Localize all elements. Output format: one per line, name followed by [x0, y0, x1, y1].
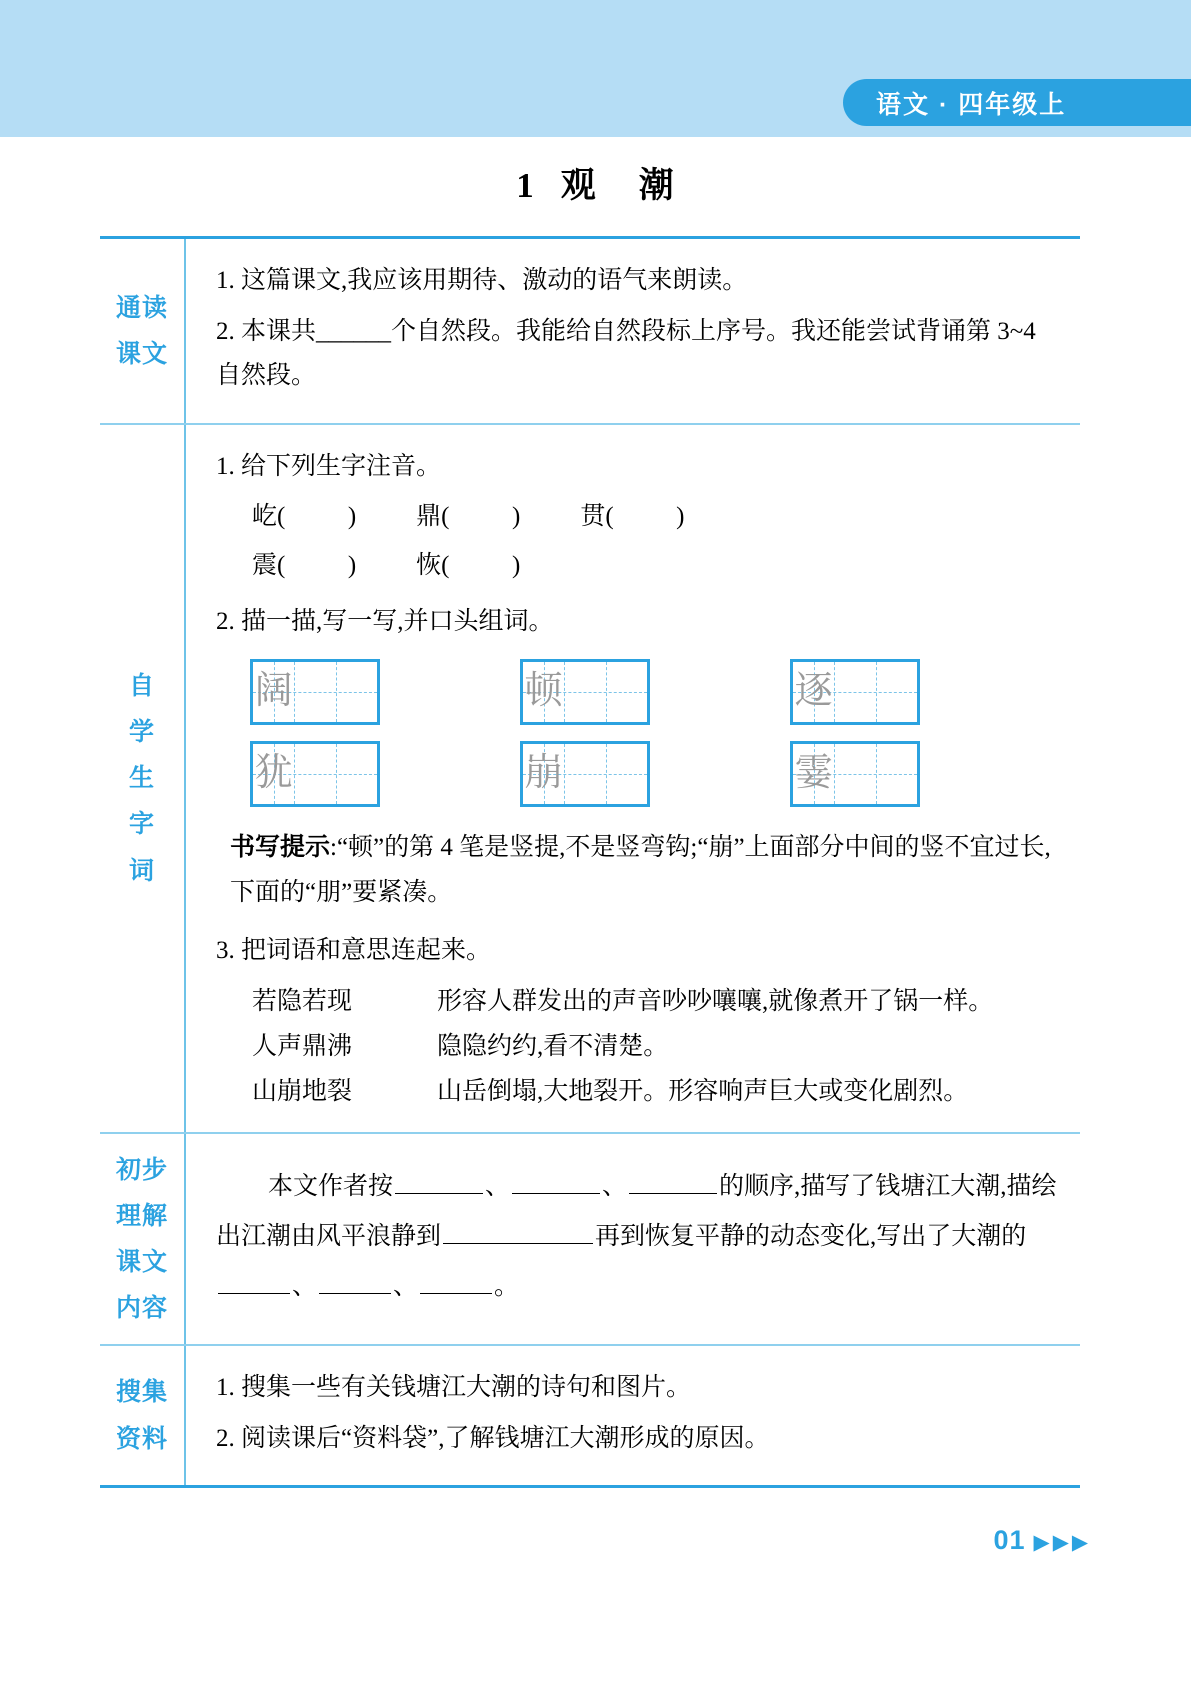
section-row-comprehension: [100, 1134, 1080, 1346]
match-word: 山崩地裂: [252, 1078, 353, 1105]
label-line: 生: [128, 764, 155, 793]
label-line: 课文: [115, 1248, 168, 1276]
section-label-comprehension: [100, 1134, 186, 1344]
section-content-self-study: [186, 425, 1080, 1133]
label-line: 初步: [115, 1155, 168, 1184]
match-row[interactable]: [216, 979, 1062, 1024]
section-content-comprehension: [186, 1134, 1080, 1344]
label-line: 搜集: [115, 1378, 168, 1407]
traced-character: 顿: [524, 669, 563, 712]
writing-tip-label: 书写提示: [230, 833, 331, 861]
separator: 、: [485, 1173, 511, 1200]
grid-row-1: [250, 659, 1062, 725]
match-definition: 形容人群发出的声音吵吵嚷嚷,就像煮开了锅一样。: [437, 988, 994, 1015]
lesson-title-char2: 潮: [638, 166, 675, 205]
label-line: 学: [128, 717, 155, 746]
label-line: 词: [128, 856, 155, 885]
traced-character: 霎: [794, 751, 833, 794]
pinyin-blank-item[interactable]: 鼎( ): [416, 503, 521, 530]
section-row-read-through: [100, 239, 1080, 425]
page-footer: [0, 1525, 1191, 1556]
arrows-icon: ▶▶▶: [1033, 1531, 1091, 1554]
tianzige-box[interactable]: [520, 741, 650, 807]
tianzige-box[interactable]: [250, 741, 380, 807]
label-line: 课文: [115, 339, 168, 368]
paragraph-part: 再到恢复平静的动态变化,写出了大潮的: [595, 1223, 1027, 1250]
paragraph-end: 。: [494, 1273, 520, 1300]
match-word: 人声鼎沸: [252, 1033, 353, 1060]
task-item: 1. 搜集一些有关钱塘江大潮的诗句和图片。: [216, 1374, 692, 1401]
lesson-number: 1: [516, 166, 535, 205]
paragraph-part: 本文作者按: [268, 1173, 394, 1200]
label-line: 理解: [115, 1201, 168, 1230]
task-q3-title: 3. 把词语和意思连起来。: [216, 936, 492, 964]
separator: 、: [292, 1273, 318, 1300]
writing-tip: [216, 825, 1062, 915]
match-definition: 隐隐约约,看不清楚。: [437, 1033, 669, 1060]
section-content-read-through: [186, 239, 1080, 423]
character-practice-grids: [216, 659, 1062, 807]
answer-blank[interactable]: [395, 1167, 483, 1194]
subject-grade-badge: [843, 79, 1191, 126]
fill-in-blank-paragraph: [216, 1148, 1062, 1326]
task-q1-title: 1. 给下列生字注音。: [216, 452, 442, 480]
task-item: 1. 这篇课文,我应该用期待、激动的语气来朗读。: [216, 267, 748, 294]
header-band: [0, 0, 1191, 137]
answer-blank[interactable]: [319, 1267, 391, 1294]
label-line: 通读: [115, 293, 168, 322]
traced-character: 犹: [254, 751, 293, 794]
label-line: 自: [128, 671, 155, 700]
task-q2-title: 2. 描一描,写一写,并口头组词。: [216, 608, 554, 635]
pinyin-exercise-row-1: [216, 495, 1062, 540]
badge-label: 语文 · 四年级上: [876, 90, 1067, 119]
match-row[interactable]: [216, 1069, 1062, 1114]
answer-blank[interactable]: [218, 1267, 290, 1294]
tianzige-box[interactable]: [790, 741, 920, 807]
label-line: 字: [128, 810, 155, 839]
paragraph-part: 的顺序,描写了钱塘江大潮,描绘出江潮由风平浪静到: [216, 1173, 1057, 1250]
writing-tip-text: :“顿”的第 4 笔是竖提,不是竖弯钩;“崩”上面部分中间的竖不宜过长,下面的“朋”要紧凑。: [230, 833, 1051, 906]
task-item: 2. 本课共______个自然段。我能给自然段标上序号。我还能尝试背诵第 3~4 自然段。: [216, 317, 1036, 389]
label-line: 资料: [115, 1424, 168, 1453]
tianzige-box[interactable]: [520, 659, 650, 725]
answer-blank[interactable]: [512, 1167, 600, 1194]
section-content-gather-materials: [186, 1346, 1080, 1485]
answer-blank[interactable]: [420, 1267, 492, 1294]
answer-blank[interactable]: [443, 1217, 593, 1244]
section-row-self-study: [100, 425, 1080, 1135]
pinyin-blank-item[interactable]: 震( ): [252, 551, 357, 579]
section-row-gather-materials: [100, 1346, 1080, 1485]
task-item: 2. 阅读课后“资料袋”,了解钱塘江大潮形成的原因。: [216, 1424, 770, 1452]
worksheet-table: [100, 236, 1080, 1488]
page-number: 01: [993, 1525, 1026, 1555]
separator: 、: [393, 1273, 419, 1300]
separator: 、: [602, 1173, 628, 1200]
pinyin-blank-item[interactable]: 贯( ): [580, 503, 685, 530]
answer-blank[interactable]: [629, 1167, 717, 1194]
traced-character: 逐: [794, 669, 833, 712]
tianzige-box[interactable]: [790, 659, 920, 725]
section-label-gather-materials: [100, 1346, 186, 1485]
pinyin-exercise-row-2: [216, 544, 1062, 589]
tianzige-box[interactable]: [250, 659, 380, 725]
pinyin-blank-item[interactable]: 屹( ): [252, 503, 357, 530]
section-label-self-study: [100, 425, 186, 1133]
traced-character: 崩: [524, 751, 563, 794]
section-label-read-through: [100, 239, 186, 423]
match-row[interactable]: [216, 1024, 1062, 1069]
label-line: 内容: [115, 1294, 168, 1323]
match-definition: 山岳倒塌,大地裂开。形容响声巨大或变化剧烈。: [437, 1078, 969, 1105]
pinyin-blank-item[interactable]: 恢( ): [416, 551, 521, 579]
traced-character: 阔: [254, 669, 293, 712]
grid-row-2: [250, 741, 1062, 807]
lesson-title-char1: 观: [560, 166, 597, 205]
page-title: [0, 158, 1191, 208]
match-word: 若隐若现: [252, 988, 353, 1015]
